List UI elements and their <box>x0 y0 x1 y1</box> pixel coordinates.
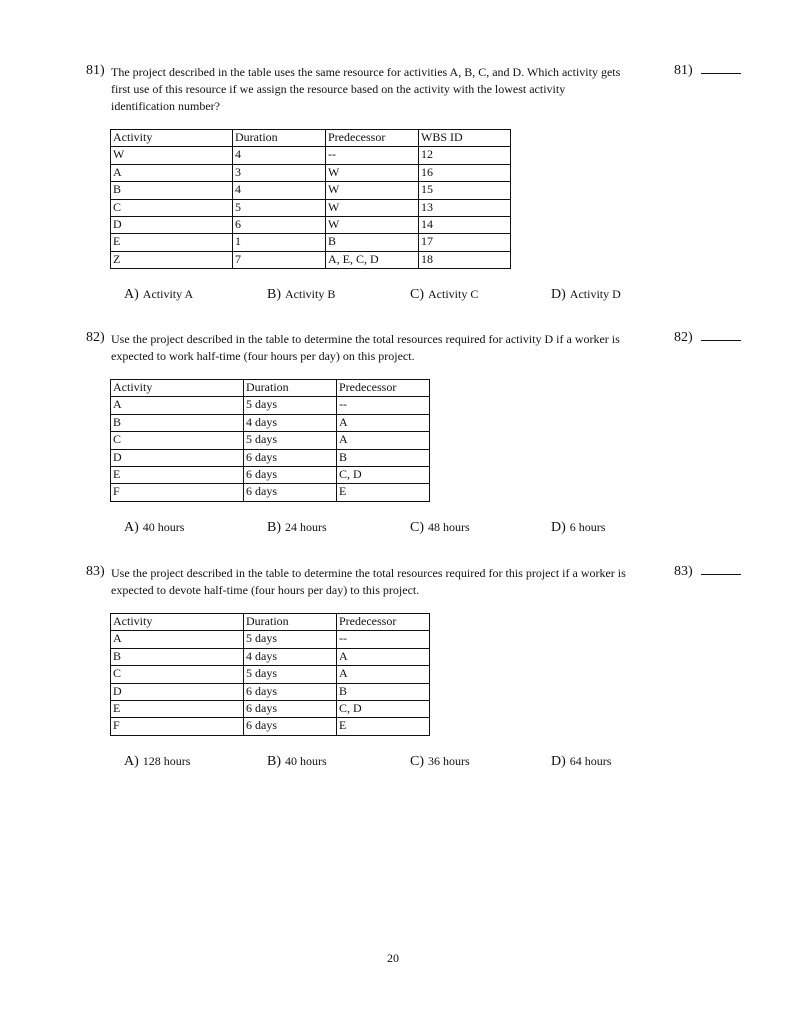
table-cell: 5 <box>233 199 326 216</box>
table-row <box>111 683 430 700</box>
question-83 <box>86 564 746 774</box>
table-cell: 4 days <box>244 414 337 431</box>
table-cell: W <box>111 147 233 164</box>
table-row <box>111 234 511 251</box>
answer-slot[interactable] <box>674 330 741 346</box>
choice-c[interactable] <box>410 754 470 770</box>
question-number: 81) <box>86 63 105 78</box>
table-cell: 6 days <box>244 449 337 466</box>
answer-blank[interactable] <box>701 63 741 74</box>
question-82 <box>86 330 746 540</box>
table-cell: 17 <box>419 234 511 251</box>
choice-text: 128 hours <box>142 754 191 768</box>
question-text: The project described in the table uses the same resource for activities A, B, C, and D. Which activity gets first use of this resource if we assign the resource based on the activity with the lowest activity identification number? <box>111 65 621 113</box>
answer-slot-label: 82) <box>674 330 693 345</box>
table-cell: 6 days <box>244 700 337 717</box>
table-row <box>111 251 511 268</box>
table-header-row <box>111 130 511 147</box>
choice-letter: D) <box>551 754 566 769</box>
choice-letter: A) <box>124 754 139 769</box>
table-cell: C, D <box>337 466 430 483</box>
choice-a[interactable] <box>124 287 193 303</box>
data-table <box>110 613 430 736</box>
table-cell: 6 <box>233 216 326 233</box>
choice-text: Activity D <box>569 287 621 301</box>
table-cell: W <box>326 164 419 181</box>
table-cell: B <box>337 449 430 466</box>
question-text: Use the project described in the table to determine the total resources required for this project if a worker is expected to devote half-time (four hours per day) to this project. <box>111 566 626 597</box>
data-table <box>110 129 511 269</box>
table-row <box>111 182 511 199</box>
table-cell: -- <box>326 147 419 164</box>
table-cell: E <box>111 700 244 717</box>
table-cell: D <box>111 216 233 233</box>
table-cell: C, D <box>337 700 430 717</box>
table-cell: -- <box>337 397 430 414</box>
table-cell: B <box>111 182 233 199</box>
table-cell: 15 <box>419 182 511 199</box>
choice-d[interactable] <box>551 520 605 536</box>
table-row <box>111 199 511 216</box>
choice-letter: B) <box>267 287 281 302</box>
choice-letter: D) <box>551 520 566 535</box>
header-cell: Predecessor <box>337 380 430 397</box>
choice-b[interactable] <box>267 520 327 536</box>
choice-a[interactable] <box>124 754 190 770</box>
table-cell: E <box>337 718 430 735</box>
table-cell: 1 <box>233 234 326 251</box>
answer-blank[interactable] <box>701 330 741 341</box>
table-cell: 7 <box>233 251 326 268</box>
choice-text: 40 hours <box>285 754 327 768</box>
table-cell: 5 days <box>244 631 337 648</box>
table-cell: E <box>111 466 244 483</box>
choice-a[interactable] <box>124 520 184 536</box>
header-cell: Activity <box>111 130 233 147</box>
table-cell: 5 days <box>244 666 337 683</box>
question-number: 83) <box>86 564 105 579</box>
choice-text: Activity B <box>285 287 336 301</box>
table-row <box>111 484 430 501</box>
table-cell: A <box>111 397 244 414</box>
table-cell: 16 <box>419 164 511 181</box>
table-cell: C <box>111 199 233 216</box>
table-cell: 4 <box>233 147 326 164</box>
answer-slot-label: 81) <box>674 63 693 78</box>
header-cell: WBS ID <box>419 130 511 147</box>
table-row <box>111 147 511 164</box>
table-cell: F <box>111 484 244 501</box>
question-text: Use the project described in the table to determine the total resources required for activity D if a worker is expected to work half-time (four hours per day) on this project. <box>111 332 620 363</box>
table-cell: B <box>326 234 419 251</box>
table-row <box>111 700 430 717</box>
table-row <box>111 631 430 648</box>
choice-c[interactable] <box>410 287 478 303</box>
answer-blank[interactable] <box>701 564 741 575</box>
table-cell: -- <box>337 631 430 648</box>
choice-text: 40 hours <box>142 520 185 534</box>
table-row <box>111 216 511 233</box>
answer-slot[interactable] <box>674 63 741 79</box>
choice-d[interactable] <box>551 287 621 303</box>
table-row <box>111 718 430 735</box>
choice-text: Activity A <box>142 287 194 301</box>
table-cell: 6 days <box>244 718 337 735</box>
header-cell: Duration <box>244 614 337 631</box>
table-cell: 3 <box>233 164 326 181</box>
header-cell: Predecessor <box>326 130 419 147</box>
choice-b[interactable] <box>267 754 327 770</box>
table-cell: A <box>111 631 244 648</box>
table-cell: 5 days <box>244 432 337 449</box>
choice-d[interactable] <box>551 754 611 770</box>
table-cell: A <box>111 164 233 181</box>
table-cell: F <box>111 718 244 735</box>
header-cell: Predecessor <box>337 614 430 631</box>
table-row <box>111 449 430 466</box>
table-cell: Z <box>111 251 233 268</box>
choice-text: Activity C <box>428 287 479 301</box>
question-number: 82) <box>86 330 105 345</box>
table-row <box>111 414 430 431</box>
header-cell: Duration <box>244 380 337 397</box>
table-row <box>111 432 430 449</box>
choice-letter: A) <box>124 520 139 535</box>
choice-letter: C) <box>410 754 424 769</box>
table-cell: C <box>111 666 244 683</box>
header-cell: Activity <box>111 614 244 631</box>
table-row <box>111 164 511 181</box>
table-cell: W <box>326 216 419 233</box>
table-header-row <box>111 380 430 397</box>
choice-letter: D) <box>551 287 566 302</box>
table-cell: B <box>111 414 244 431</box>
choice-text: 64 hours <box>569 754 612 768</box>
table-row <box>111 648 430 665</box>
table-cell: A <box>337 666 430 683</box>
choice-text: 6 hours <box>569 520 606 534</box>
table-cell: 13 <box>419 199 511 216</box>
table-cell: D <box>111 449 244 466</box>
question-81 <box>86 63 746 303</box>
table-cell: W <box>326 182 419 199</box>
data-table <box>110 379 430 502</box>
table-row <box>111 397 430 414</box>
table-cell: A, E, C, D <box>326 251 419 268</box>
table-cell: 5 days <box>244 397 337 414</box>
table-cell: B <box>111 648 244 665</box>
choice-letter: C) <box>410 520 424 535</box>
table-cell: A <box>337 432 430 449</box>
table-cell: 4 <box>233 182 326 199</box>
table-cell: 6 days <box>244 683 337 700</box>
page-number: 20 <box>387 951 399 965</box>
table-cell: 4 days <box>244 648 337 665</box>
table-header-row <box>111 614 430 631</box>
table-cell: 12 <box>419 147 511 164</box>
choice-letter: B) <box>267 754 281 769</box>
table-cell: W <box>326 199 419 216</box>
choice-b[interactable] <box>267 287 335 303</box>
choice-letter: C) <box>410 287 424 302</box>
table-cell: A <box>337 648 430 665</box>
table-cell: C <box>111 432 244 449</box>
answer-slot[interactable] <box>674 564 741 580</box>
choice-text: 24 hours <box>285 520 327 534</box>
table-cell: 18 <box>419 251 511 268</box>
table-cell: A <box>337 414 430 431</box>
table-row <box>111 466 430 483</box>
choice-letter: A) <box>124 287 139 302</box>
table-row <box>111 666 430 683</box>
header-cell: Duration <box>233 130 326 147</box>
table-cell: D <box>111 683 244 700</box>
table-cell: E <box>337 484 430 501</box>
answer-slot-label: 83) <box>674 564 693 579</box>
table-cell: E <box>111 234 233 251</box>
table-cell: 14 <box>419 216 511 233</box>
choice-text: 36 hours <box>428 754 470 768</box>
choice-c[interactable] <box>410 520 470 536</box>
table-cell: 6 days <box>244 484 337 501</box>
table-cell: 6 days <box>244 466 337 483</box>
table-cell: B <box>337 683 430 700</box>
choice-text: 48 hours <box>428 520 470 534</box>
choice-letter: B) <box>267 520 281 535</box>
header-cell: Activity <box>111 380 244 397</box>
